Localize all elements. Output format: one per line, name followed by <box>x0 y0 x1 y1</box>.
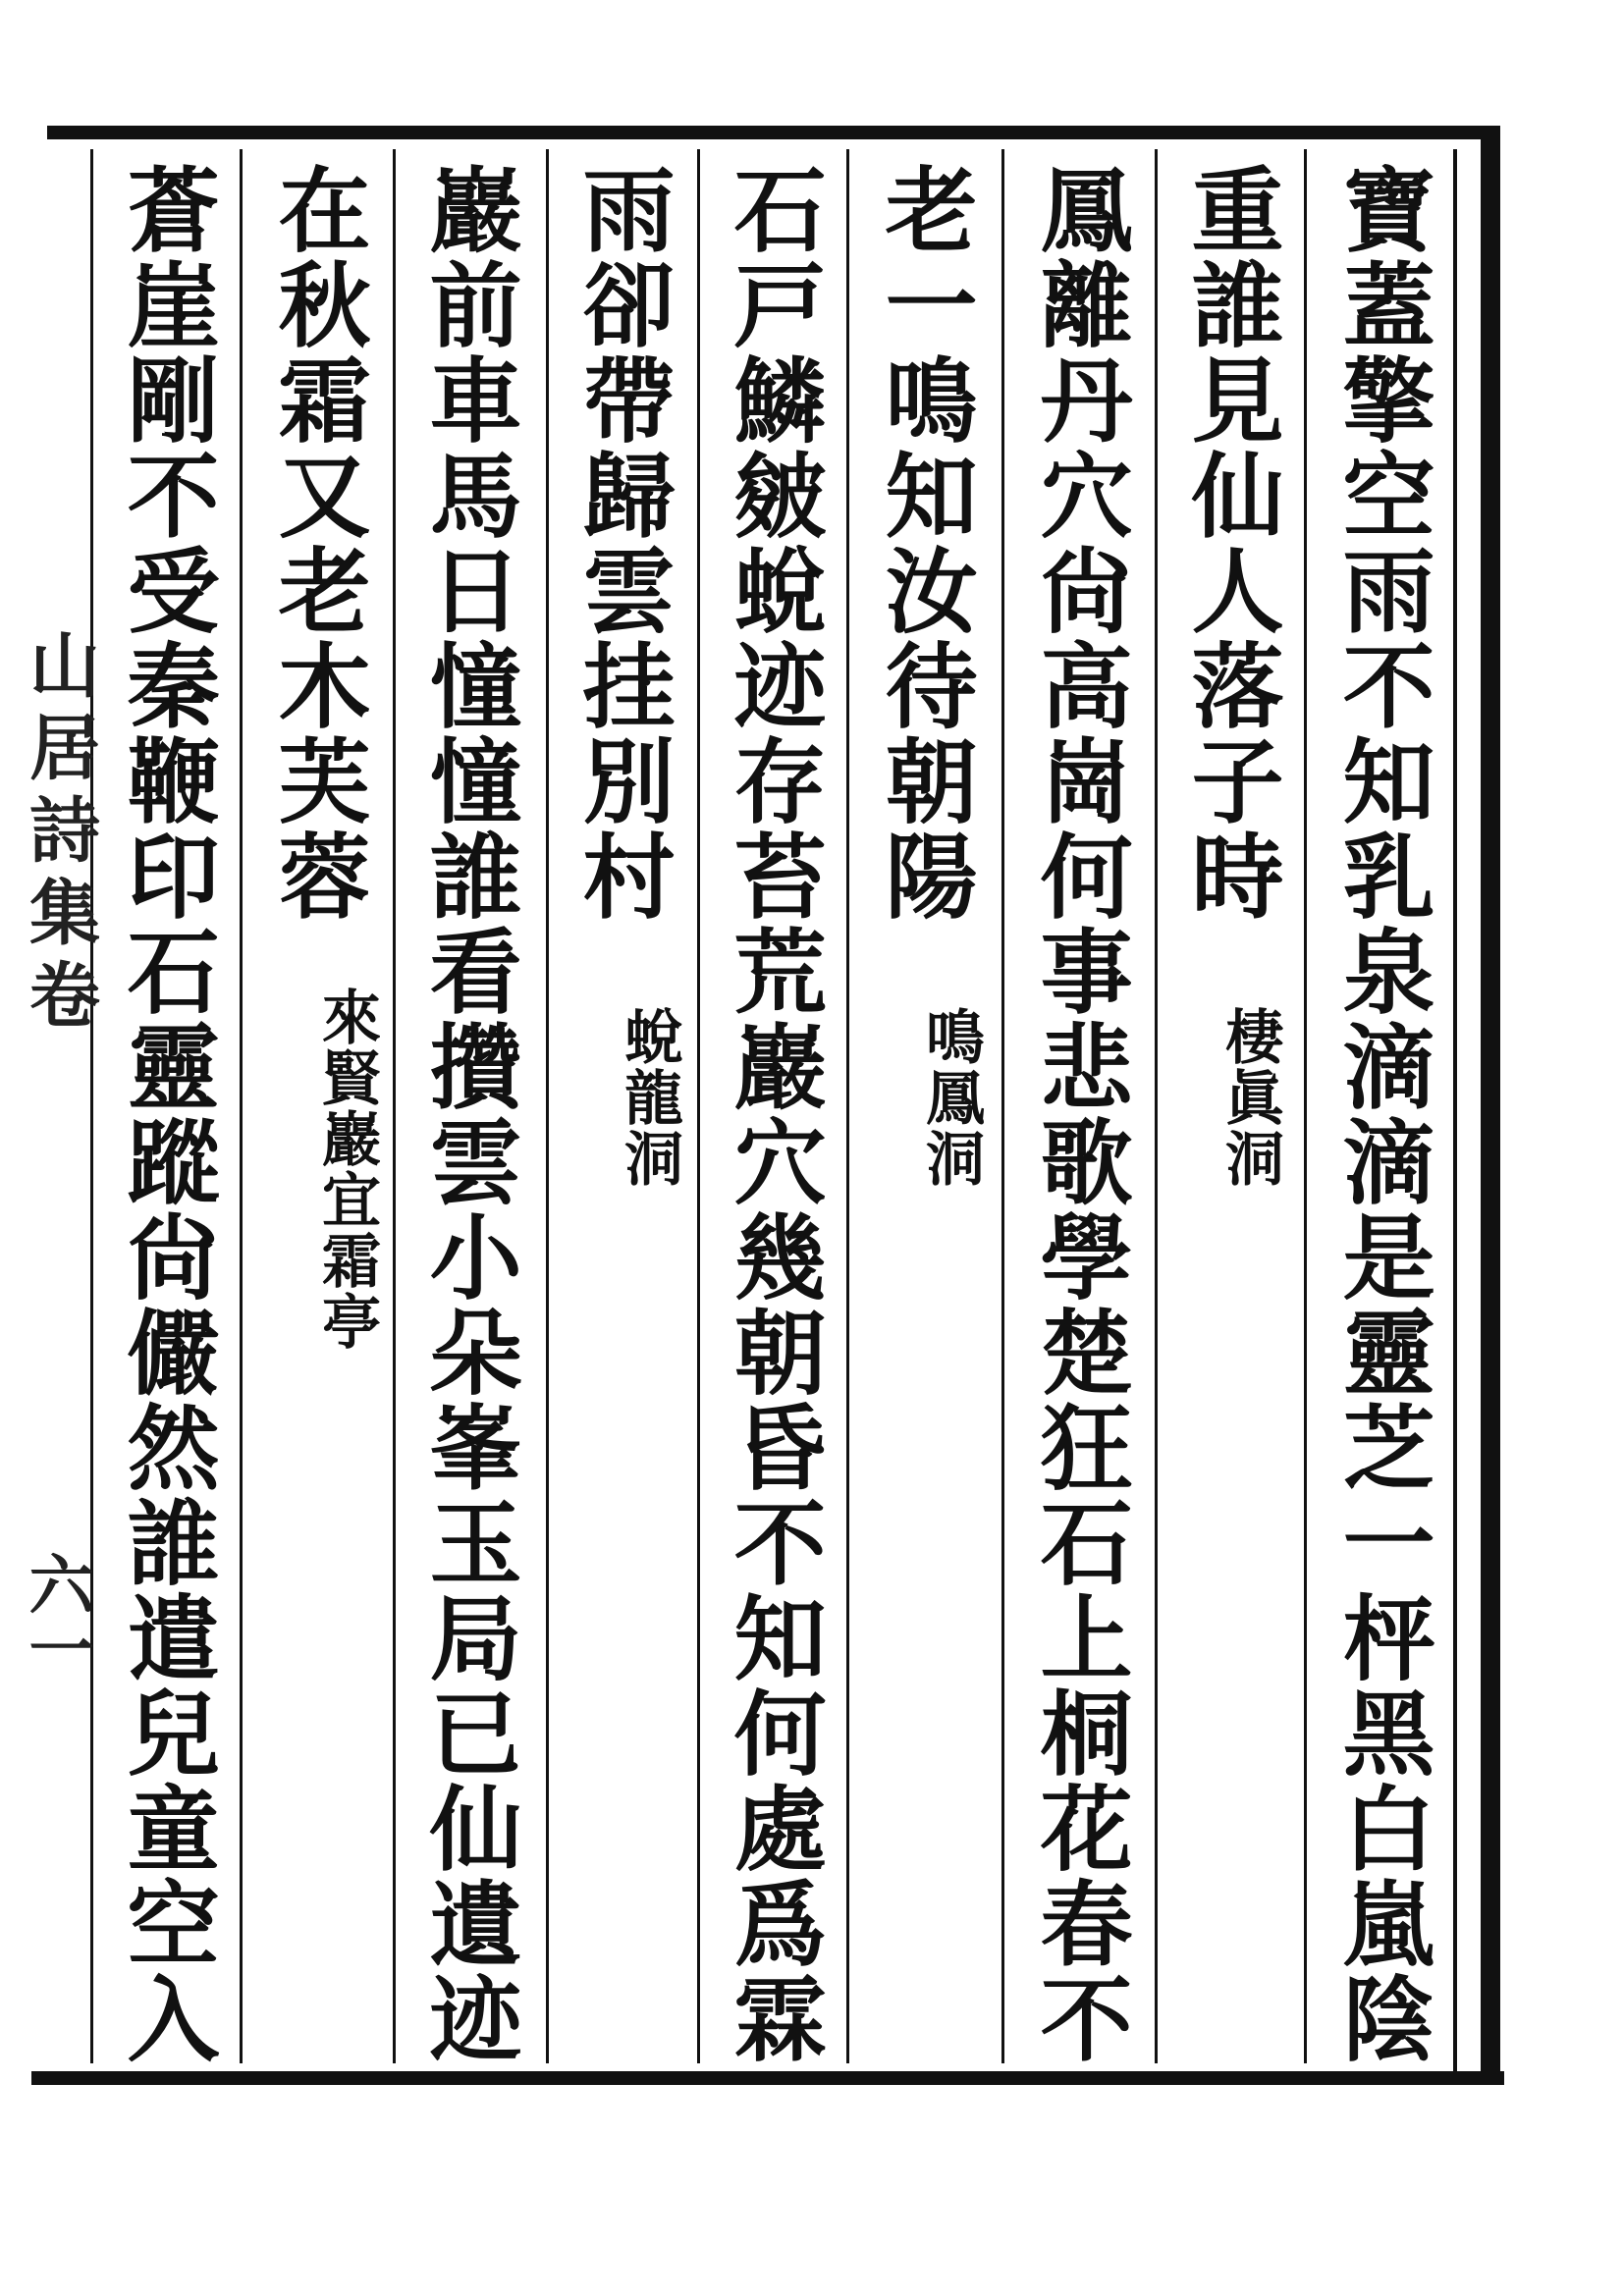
text-column: 在秋霜又老木芙蓉 <box>262 162 371 924</box>
column-divider <box>1155 149 1158 2063</box>
text-column: 雨卻帶歸雲挂別村 <box>567 162 676 924</box>
poem-title-note: 棲眞洞 <box>1216 1006 1284 1189</box>
column-divider <box>697 149 700 2063</box>
column-divider <box>393 149 396 2063</box>
text-column: 老一鳴知汝待朝陽 <box>869 162 978 924</box>
poem-title-note: 鳴鳳洞 <box>916 1006 985 1189</box>
right-border-thin <box>1453 149 1457 2071</box>
poem-title-note: 蛻龍洞 <box>615 1006 683 1189</box>
text-column: 重誰見仙人落子時 <box>1175 162 1284 924</box>
column-divider <box>546 149 549 2063</box>
right-border-thick <box>1481 126 1500 2085</box>
page-number: 六一 <box>18 1551 94 1681</box>
text-column: 石戸鱗皴蛻迹存苔荒巖穴幾朝昏不知何處爲霖 <box>718 162 827 2066</box>
column-divider <box>1304 149 1307 2063</box>
column-divider <box>240 149 243 2063</box>
volume-title: 山居詩集卷 <box>18 628 101 1041</box>
text-column: 鳳離丹穴尙高崗何事悲歌學楚狂石上桐花春不 <box>1024 162 1133 2066</box>
text-column: 寶蓋擎空雨不知乳泉滴滴是靈芝一枰黑白嵐陰 <box>1326 162 1435 2066</box>
top-border <box>47 126 1500 139</box>
column-divider <box>90 149 93 2063</box>
bottom-border <box>31 2071 1504 2085</box>
text-column: 蒼崖剛不受秦鞭印石靈蹤尙儼然誰遣兒童空入 <box>111 162 220 2066</box>
column-divider <box>1001 149 1004 2063</box>
text-column: 巖前車馬日憧憧誰看攢雲小朵峯玉局已仙遺迹 <box>413 162 522 2066</box>
column-divider <box>846 149 849 2063</box>
poem-title-note: 來賢巖宜霜亭 <box>312 987 381 1352</box>
